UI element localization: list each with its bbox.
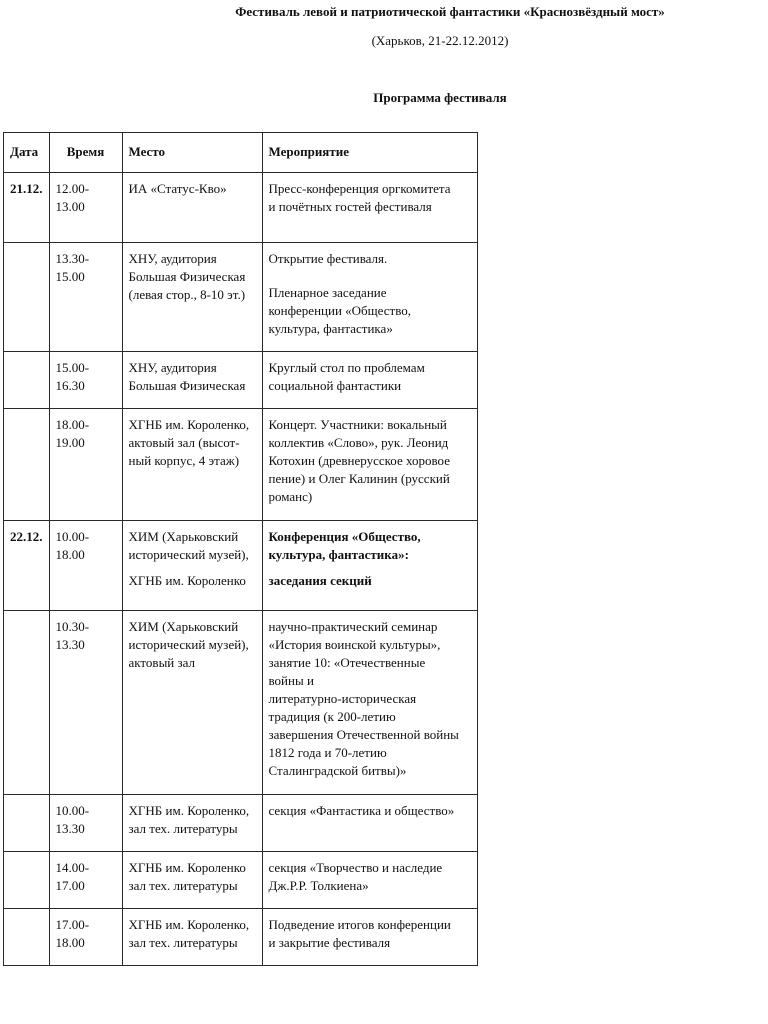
place-cell bbox=[122, 795, 262, 852]
event-line: и почётных гостей фестиваля bbox=[268, 199, 432, 214]
place-line: зал тех. литературы bbox=[128, 878, 238, 893]
event-line: культура, фантастика»: bbox=[268, 547, 409, 562]
place-cell bbox=[122, 611, 262, 795]
event-line: Дж.Р.Р. Толкиена» bbox=[268, 878, 369, 893]
event-line: традиция (к 200-летию bbox=[268, 709, 396, 724]
schedule-table bbox=[3, 132, 478, 966]
place-line: исторический музей), bbox=[128, 547, 249, 562]
festival-dates: (Харьков, 21-22.12.2012) bbox=[371, 33, 509, 48]
date-cell: 22.12. bbox=[4, 521, 50, 611]
event-line: 1812 года и 70-летию bbox=[268, 745, 387, 760]
date-cell: 21.12. bbox=[4, 173, 50, 243]
place-cell bbox=[122, 409, 262, 521]
place-cell bbox=[122, 243, 262, 352]
event-line: конференции «Общество, bbox=[268, 303, 412, 318]
event-cell bbox=[262, 909, 477, 966]
place-line: Большая Физическая bbox=[128, 378, 246, 393]
event-cell bbox=[262, 352, 477, 409]
time-cell: 18.00-19.00 bbox=[49, 409, 122, 521]
column-header-place: Место bbox=[122, 133, 262, 173]
event-cell bbox=[262, 852, 477, 909]
time-cell: 14.00-17.00 bbox=[49, 852, 122, 909]
date-cell bbox=[4, 852, 50, 909]
event-cell bbox=[262, 795, 477, 852]
table-row bbox=[4, 173, 478, 243]
place-line: ХНУ, аудитория bbox=[128, 251, 217, 266]
table-row bbox=[4, 852, 478, 909]
place-line: (левая стор., 8-10 эт.) bbox=[128, 287, 246, 302]
festival-title: Фестиваль левой и патриотической фантастики «Краснозвёздный мост» bbox=[235, 4, 665, 19]
event-line: пение) и Олег Калинин (русский bbox=[268, 471, 450, 486]
table-row bbox=[4, 909, 478, 966]
time-cell: 10.00-18.00 bbox=[49, 521, 122, 611]
place-line: актовый зал (высот- bbox=[128, 435, 240, 450]
place-line: ный корпус, 4 этаж) bbox=[128, 453, 240, 468]
date-cell bbox=[4, 795, 50, 852]
event-line: коллектив «Слово», рук. Леонид bbox=[268, 435, 449, 450]
time-cell: 10.00-13.30 bbox=[49, 795, 122, 852]
place-line: актовый зал bbox=[128, 655, 196, 670]
place-line: ХГНБ им. Короленко bbox=[128, 573, 246, 588]
place-line: зал тех. литературы bbox=[128, 935, 238, 950]
table-row bbox=[4, 409, 478, 521]
event-line: войны и bbox=[268, 673, 314, 688]
date-cell bbox=[4, 611, 50, 795]
event-line: Концерт. Участники: вокальный bbox=[268, 417, 447, 432]
event-line: Подведение итогов конференции bbox=[268, 917, 451, 932]
event-line: Пленарное заседание bbox=[268, 285, 387, 300]
event-line: завершения Отечественной войны bbox=[268, 727, 459, 742]
table-row bbox=[4, 795, 478, 852]
time-cell: 10.30-13.30 bbox=[49, 611, 122, 795]
event-cell bbox=[262, 243, 477, 352]
table-header-row bbox=[4, 133, 478, 173]
place-cell bbox=[122, 521, 262, 611]
place-line: ХГНБ им. Короленко, bbox=[128, 417, 250, 432]
event-line: литературно-историческая bbox=[268, 691, 417, 706]
table-row bbox=[4, 521, 478, 611]
place-line: ИА «Статус-Кво» bbox=[128, 181, 227, 196]
event-line: культура, фантастика» bbox=[268, 321, 393, 336]
place-line: ХГНБ им. Короленко bbox=[128, 860, 246, 875]
table-row bbox=[4, 352, 478, 409]
event-line: заседания секций bbox=[268, 573, 372, 588]
place-line: ХИМ (Харьковский bbox=[128, 529, 239, 544]
column-header-time: Время bbox=[49, 133, 122, 173]
place-cell bbox=[122, 852, 262, 909]
program-heading: Программа фестиваля bbox=[373, 90, 507, 105]
date-cell bbox=[4, 909, 50, 966]
event-line: Пресс-конференция оргкомитета bbox=[268, 181, 451, 196]
time-cell: 12.00-13.00 bbox=[49, 173, 122, 243]
event-line: Конференция «Общество, bbox=[268, 529, 421, 544]
event-line: Круглый стол по проблемам bbox=[268, 360, 425, 375]
date-cell bbox=[4, 409, 50, 521]
event-line: Котохин (древнерусское хоровое bbox=[268, 453, 450, 468]
place-cell bbox=[122, 352, 262, 409]
column-header-date: Дата bbox=[4, 133, 50, 173]
time-cell: 17.00-18.00 bbox=[49, 909, 122, 966]
date-cell bbox=[4, 352, 50, 409]
event-line: социальной фантастики bbox=[268, 378, 402, 393]
place-line: Большая Физическая bbox=[128, 269, 246, 284]
place-line: зал тех. литературы bbox=[128, 821, 238, 836]
time-cell: 13.30-15.00 bbox=[49, 243, 122, 352]
event-line: и закрытие фестиваля bbox=[268, 935, 391, 950]
event-line: секция «Творчество и наследие bbox=[268, 860, 443, 875]
event-line: научно-практический семинар bbox=[268, 619, 438, 634]
event-cell bbox=[262, 611, 477, 795]
table-row bbox=[4, 243, 478, 352]
column-header-event: Мероприятие bbox=[262, 133, 477, 173]
event-cell bbox=[262, 521, 477, 611]
place-cell bbox=[122, 173, 262, 243]
place-line: исторический музей), bbox=[128, 637, 249, 652]
event-cell bbox=[262, 409, 477, 521]
event-line: Открытие фестиваля. bbox=[268, 251, 388, 266]
event-line: романс) bbox=[268, 489, 313, 504]
table-row bbox=[4, 611, 478, 795]
place-line: ХГНБ им. Короленко, bbox=[128, 917, 250, 932]
event-line: занятие 10: «Отечественные bbox=[268, 655, 426, 670]
place-line: ХИМ (Харьковский bbox=[128, 619, 239, 634]
place-line: ХНУ, аудитория bbox=[128, 360, 217, 375]
event-line: Сталинградской битвы)» bbox=[268, 763, 407, 778]
place-line: ХГНБ им. Короленко, bbox=[128, 803, 250, 818]
event-cell bbox=[262, 173, 477, 243]
time-cell: 15.00-16.30 bbox=[49, 352, 122, 409]
event-line: «История воинской культуры», bbox=[268, 637, 441, 652]
date-cell bbox=[4, 243, 50, 352]
event-line: секция «Фантастика и общество» bbox=[268, 803, 455, 818]
place-cell bbox=[122, 909, 262, 966]
